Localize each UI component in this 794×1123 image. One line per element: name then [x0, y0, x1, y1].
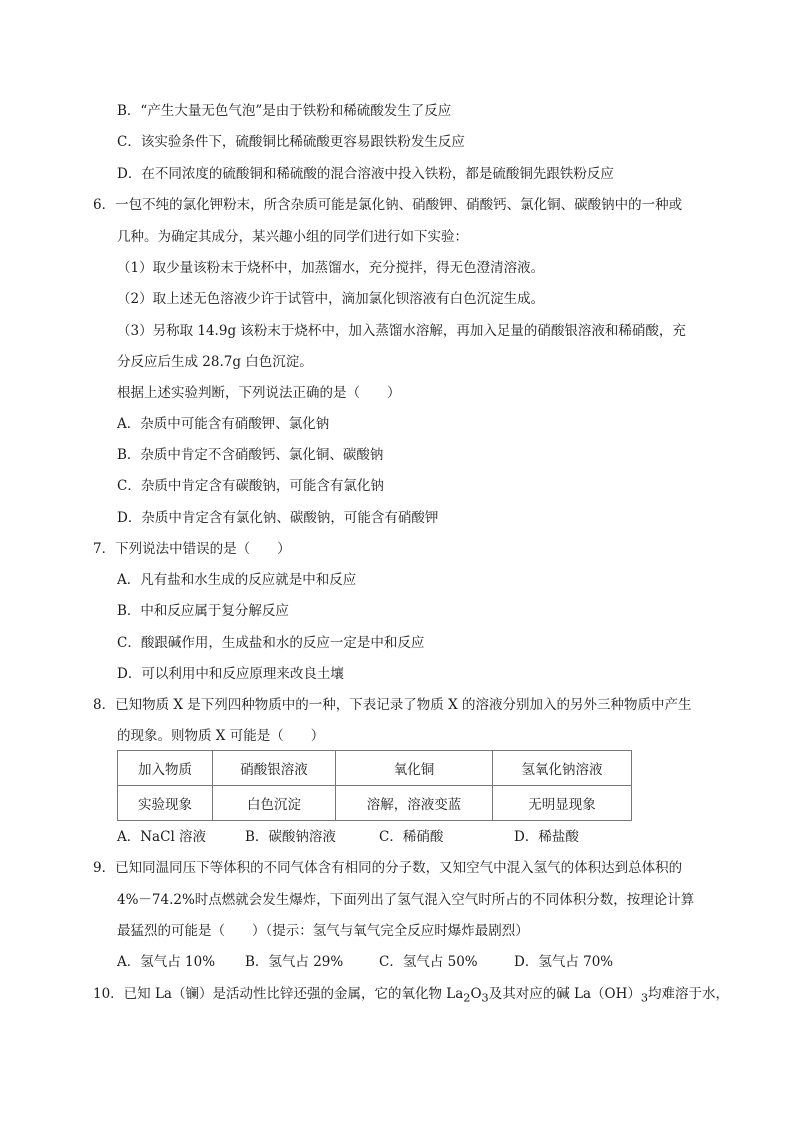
- q8-option-a: A．NaCl 溶液: [117, 829, 207, 845]
- q6-option-b: B．杂质中肯定不含硝酸钙、氯化铜、碳酸钠: [117, 447, 384, 463]
- q10-subscript: 3: [640, 991, 649, 1005]
- q5-option-b: B．“产生大量无色气泡”是由于铁粉和稀硫酸发生了反应: [117, 103, 452, 119]
- q9-stem-line1: 9．已知同温同压下等体积的不同气体含有相同的分子数，又知空气中混入氢气的体积达到总体积的: [93, 860, 683, 876]
- table-cell: 加入物质: [118, 751, 213, 786]
- q10-subscript: 3: [481, 991, 489, 1005]
- q10-text: 10．已知 La（镧）是活动性比锌还强的金属，它的氧化物 La: [93, 986, 464, 1002]
- q6-stem-line2: 几种。为确定其成分，某兴趣小组的同学们进行如下实验：: [117, 229, 468, 245]
- q6-step-2: （2）取上述无色溶液少许于试管中，滴加氯化钡溶液有白色沉淀生成。: [117, 291, 545, 307]
- q8-stem-line2: 的现象。则物质 X 可能是（ ）: [117, 728, 325, 744]
- q8-options: [117, 828, 579, 846]
- q7-option-a: A．凡有盐和水生成的反应就是中和反应: [117, 572, 357, 588]
- q7-stem: 7．下列说法中错误的是（ ）: [93, 541, 291, 557]
- q7-option-c: C．酸跟碱作用，生成盐和水的反应一定是中和反应: [117, 635, 425, 651]
- q8-stem-line1: 8．已知物质 X 是下列四种物质中的一种，下表记录了物质 X 的溶液分别加入的另外三种物质中产生: [93, 697, 692, 713]
- q6-option-c: C．杂质中肯定含有碳酸钠，可能含有氯化钠: [117, 478, 384, 494]
- q9-option-c: C．氢气占 50%: [379, 954, 478, 970]
- q6-option-a: A．杂质中可能含有硝酸钾、氯化钠: [117, 416, 330, 432]
- q9-stem-line2: 4%－74.2%时点燃就会发生爆炸，下面列出了氢气混入空气时所占的不同体积分数，按理论计算: [117, 892, 695, 908]
- table-cell: 溶解，溶液变蓝: [336, 786, 493, 821]
- table-row: [118, 751, 632, 786]
- q8-reaction-table: [117, 750, 632, 821]
- table-cell: 白色沉淀: [213, 786, 336, 821]
- q6-step-3-cont: 分反应后生成 28.7g 白色沉淀。: [117, 354, 313, 370]
- q7-option-b: B．中和反应属于复分解反应: [117, 603, 289, 619]
- table-cell: 氧化铜: [336, 751, 493, 786]
- q8-option-b: B．碳酸钠溶液: [245, 829, 336, 845]
- q10-stem-line1: [93, 985, 729, 1008]
- q5-option-c: C．该实验条件下，硫酸铜比稀硫酸更容易跟铁粉发生反应: [117, 134, 465, 150]
- q6-step-3: （3）另称取 14.9g 该粉末于烧杯中，加入蒸馏水溶解，再加入足量的硝酸银溶液和稀硝酸，充: [117, 323, 686, 339]
- q6-step-1: （1）取少量该粉末于烧杯中，加蒸馏水，充分搅拌，得无色澄清溶液。: [117, 260, 545, 276]
- q6-prompt: 根据上述实验判断，下列说法正确的是（ ）: [117, 385, 401, 401]
- q6-stem-line1: 6．一包不纯的氯化钾粉末，所含杂质可能是氯化钠、硝酸钾、硝酸钙、氯化铜、碳酸钠中的一种或: [93, 197, 683, 213]
- table-cell: 氢氧化钠溶液: [493, 751, 632, 786]
- q8-option-c: C．稀硝酸: [379, 829, 444, 845]
- table-cell: 实验现象: [118, 786, 213, 821]
- q9-stem-line3: 最猛烈的可能是（ ）（提示：氢气与氧气完全反应时爆炸最剧烈）: [117, 923, 529, 939]
- q9-option-b: B．氢气占 29%: [245, 954, 344, 970]
- table-cell: 硝酸银溶液: [213, 751, 336, 786]
- q10-text: 及其对应的碱 La（OH）: [488, 986, 641, 1002]
- q8-option-d: D．稀盐酸: [514, 829, 579, 845]
- table-row: [118, 786, 632, 821]
- q6-option-d: D．杂质中肯定含有氯化钠、碳酸钠，可能含有硝酸钾: [117, 510, 439, 526]
- q9-options: [117, 953, 613, 971]
- q10-text: O: [470, 986, 482, 1002]
- q9-option-a: A．氢气占 10%: [117, 954, 216, 970]
- q10-text: 均难溶于水，: [648, 986, 730, 1002]
- q7-option-d: D．可以利用中和反应原理来改良土壤: [117, 666, 344, 682]
- q5-option-d: D．在不同浓度的硫酸铜和稀硫酸的混合溶液中投入铁粉，都是硫酸铜先跟铁粉反应: [117, 166, 614, 182]
- q9-option-d: D．氢气占 70%: [514, 954, 614, 970]
- table-cell: 无明显现象: [493, 786, 632, 821]
- q10-subscript: 2: [463, 991, 471, 1005]
